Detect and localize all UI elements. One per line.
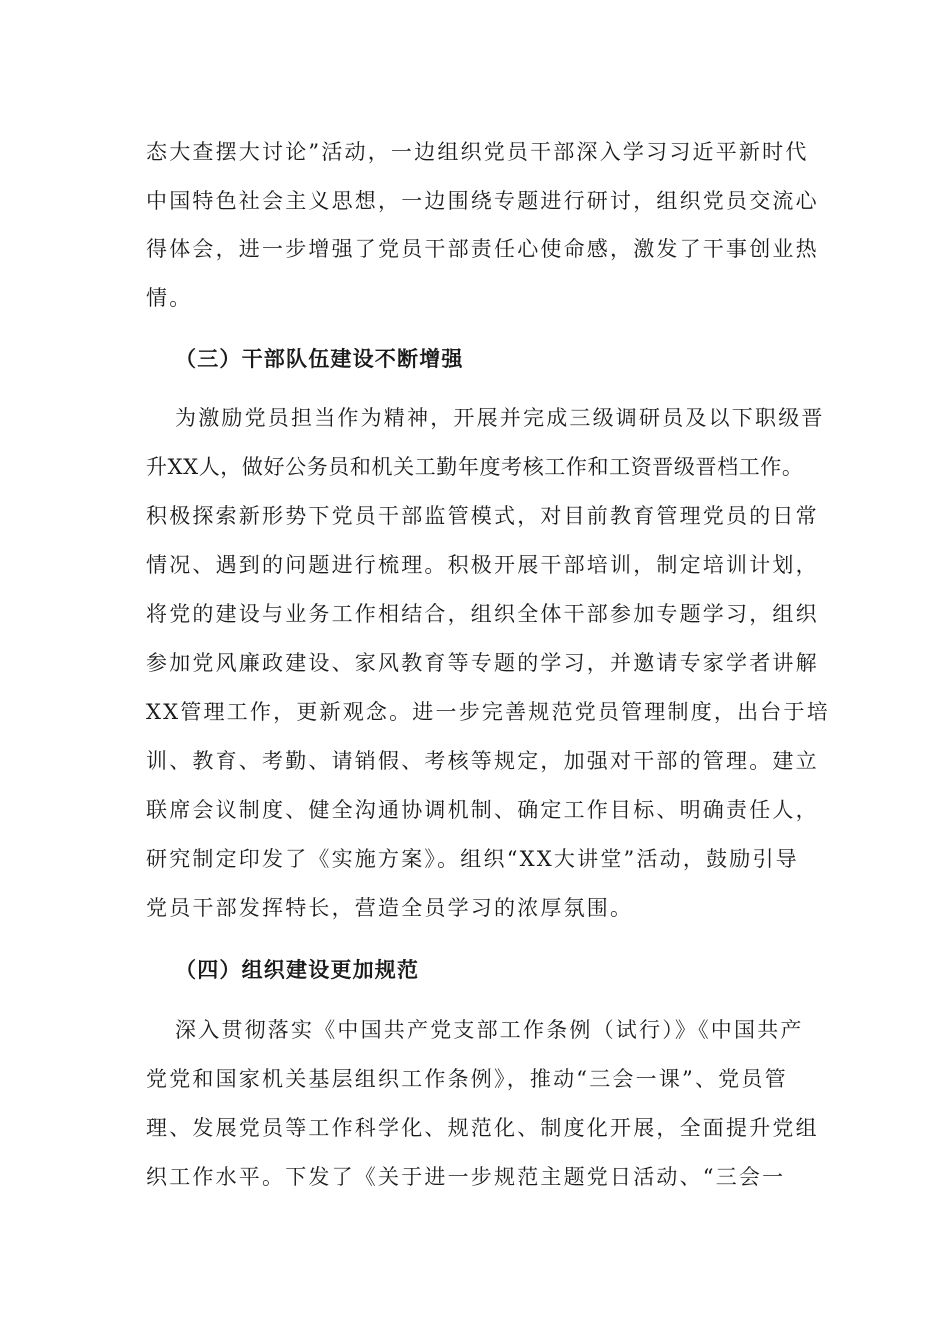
paragraph-line: 参加党风廉政建设、家风教育等专题的学习，并邀请专家学者讲解 [146, 651, 819, 675]
paragraph-line: 训、教育、考勤、请销假、考核等规定，加强对干部的管理。建立 [146, 749, 819, 773]
paragraph-line: XX管理工作，更新观念。进一步完善规范党员管理制度，出台于培 [146, 700, 830, 724]
paragraph-line: 织工作水平。下发了《关于进一步规范主题党日活动、“三会一 [146, 1165, 786, 1189]
paragraph-line: 为激励党员担当作为精神，开展并完成三级调研员及以下职级晋 [175, 406, 825, 430]
paragraph-line: 理、发展党员等工作科学化、规范化、制度化开展，全面提升党组 [146, 1116, 819, 1140]
section-heading: （四）组织建设更加规范 [175, 957, 420, 982]
paragraph-line: 得体会，进一步增强了党员干部责任心使命感，激发了干事创业热 [146, 237, 819, 261]
paragraph-line: 深入贯彻落实《中国共产党支部工作条例（试行）》《中国共产 [175, 1018, 804, 1042]
section-heading: （三）干部队伍建设不断增强 [175, 346, 464, 371]
paragraph-line: 中国特色社会主义思想，一边围绕专题进行研讨，组织党员交流心 [146, 189, 819, 213]
paragraph-line: 将党的建设与业务工作相结合，组织全体干部参加专题学习，组织 [146, 602, 819, 626]
paragraph-line: 升XX人，做好公务员和机关工勤年度考核工作和工资晋级晋档工作。 [146, 455, 804, 479]
paragraph-line: 情况、遇到的问题进行梳理。积极开展干部培训，制定培训计划， [146, 553, 819, 577]
paragraph-line: 研究制定印发了《实施方案》。组织“XX大讲堂”活动，鼓励引导 [146, 847, 799, 871]
paragraph-line: 党员干部发挥特长，营造全员学习的浓厚氛围。 [146, 896, 634, 920]
paragraph-line: 党党和国家机关基层组织工作条例》，推动“三会一课”、党员管 [146, 1067, 788, 1091]
paragraph-line: 积极探索新形势下党员干部监管模式，对目前教育管理党员的日常 [146, 504, 819, 528]
paragraph-line: 联席会议制度、健全沟通协调机制、确定工作目标、明确责任人， [146, 798, 819, 822]
paragraph-line: 情。 [146, 286, 193, 310]
paragraph-line: 态大查摆大讨论”活动，一边组织党员干部深入学习习近平新时代 [146, 140, 809, 164]
